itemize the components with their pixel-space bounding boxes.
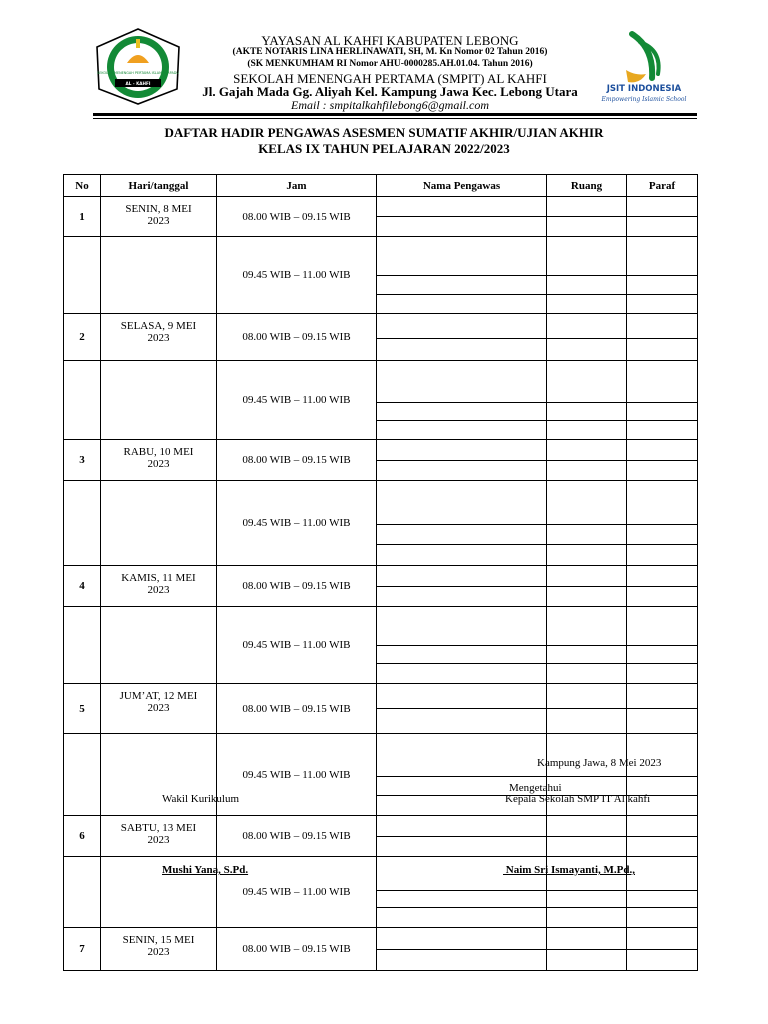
supervisor-cell[interactable] xyxy=(377,950,547,971)
signature-cell[interactable] xyxy=(627,709,698,734)
room-cell[interactable] xyxy=(547,816,627,837)
room-cell[interactable] xyxy=(547,908,627,928)
supervisor-cell[interactable] xyxy=(377,545,547,566)
day-cell-empty xyxy=(101,237,217,314)
room-cell[interactable] xyxy=(547,950,627,971)
attendance-table xyxy=(63,174,698,971)
row-number: 6 xyxy=(64,816,101,857)
supervisor-cell[interactable] xyxy=(377,664,547,684)
signature-cell[interactable] xyxy=(627,950,698,971)
signature-cell[interactable] xyxy=(627,545,698,566)
room-cell[interactable] xyxy=(547,276,627,295)
room-cell[interactable] xyxy=(547,440,627,461)
day-label: SENIN, 8 MEI xyxy=(125,203,192,215)
row-number: 5 xyxy=(64,684,101,734)
day-label: SENIN, 15 MEI xyxy=(122,934,195,946)
day-label: RABU, 10 MEI xyxy=(123,446,194,458)
table-row xyxy=(64,734,698,777)
row-number-empty xyxy=(64,361,101,440)
signature-cell[interactable] xyxy=(627,525,698,545)
day-cell xyxy=(101,440,217,481)
table-row xyxy=(64,237,698,276)
supervisor-cell[interactable] xyxy=(377,295,547,314)
header-room: Ruang xyxy=(547,175,627,197)
session-time: 08.00 WIB – 09.15 WIB xyxy=(217,816,377,857)
session-time: 09.45 WIB – 11.00 WIB xyxy=(217,481,377,566)
signature-cell[interactable] xyxy=(627,857,698,891)
year-label: 2023 xyxy=(147,946,170,958)
foundation-name: YAYASAN AL KAHFI KABUPATEN LEBONG xyxy=(261,33,519,48)
logo-left-text: SEKOLAH MENENGAH PERTAMA ISLAM TERPADU xyxy=(97,71,179,75)
room-cell[interactable] xyxy=(547,928,627,950)
room-cell[interactable] xyxy=(547,197,627,217)
document-title: DAFTAR HADIR PENGAWAS ASESMEN SUMATIF AKHIR/UJIAN AKHIR xyxy=(164,125,604,140)
day-cell xyxy=(101,684,217,734)
signature-cell[interactable] xyxy=(627,276,698,295)
supervisor-cell[interactable] xyxy=(377,197,547,217)
room-cell[interactable] xyxy=(547,217,627,237)
header-signature: Paraf xyxy=(627,175,698,197)
place-date: Kampung Jawa, 8 Mei 2023 xyxy=(537,757,662,769)
signature-cell[interactable] xyxy=(627,587,698,607)
row-number: 3 xyxy=(64,440,101,481)
supervisor-cell[interactable] xyxy=(377,481,547,525)
room-cell[interactable] xyxy=(547,891,627,908)
supervisor-cell[interactable] xyxy=(377,361,547,403)
signature-cell[interactable] xyxy=(627,440,698,461)
table-row xyxy=(64,566,698,587)
supervisor-cell[interactable] xyxy=(377,440,547,461)
signature-cell[interactable] xyxy=(627,566,698,587)
day-cell xyxy=(101,197,217,237)
room-cell[interactable] xyxy=(547,421,627,440)
supervisor-cell[interactable] xyxy=(377,421,547,440)
school-email: Email : smpitalkahfilebong6@gmail.com xyxy=(290,98,490,112)
header-supervisor: Nama Pengawas xyxy=(377,175,547,197)
signature-cell[interactable] xyxy=(627,908,698,928)
day-label: SABTU, 13 MEI xyxy=(120,822,197,834)
supervisor-cell[interactable] xyxy=(377,928,547,950)
letterhead-rule-thick xyxy=(93,113,697,116)
supervisor-cell[interactable] xyxy=(377,646,547,664)
signature-cell[interactable] xyxy=(627,928,698,950)
notary-line: (AKTE NOTARIS LINA HERLINAWATI, SH, M. Kn Nomor 02 Tahun 2016) xyxy=(232,47,548,57)
table-header-row xyxy=(64,175,698,197)
signature-cell[interactable] xyxy=(627,314,698,339)
signature-cell[interactable] xyxy=(627,664,698,684)
year-label: 2023 xyxy=(147,702,170,714)
supervisor-cell[interactable] xyxy=(377,525,547,545)
supervisor-cell[interactable] xyxy=(377,908,547,928)
supervisor-cell[interactable] xyxy=(377,237,547,276)
room-cell[interactable] xyxy=(547,664,627,684)
session-time: 09.45 WIB – 11.00 WIB xyxy=(217,857,377,928)
session-time: 09.45 WIB – 11.00 WIB xyxy=(217,734,377,816)
year-label: 2023 xyxy=(147,215,170,227)
table-row xyxy=(64,361,698,403)
acknowledged-label: Mengetahui xyxy=(509,782,562,794)
signature-cell[interactable] xyxy=(627,339,698,361)
supervisor-cell[interactable] xyxy=(377,684,547,709)
signature-cell[interactable] xyxy=(627,891,698,908)
signature-cell[interactable] xyxy=(627,734,698,777)
supervisor-cell[interactable] xyxy=(377,403,547,421)
supervisor-cell[interactable] xyxy=(377,709,547,734)
decree-line: (SK MENKUMHAM RI Nomor AHU-0000285.AH.01.04. Tahun 2016) xyxy=(247,59,533,69)
session-time: 08.00 WIB – 09.15 WIB xyxy=(217,314,377,361)
session-time: 08.00 WIB – 09.15 WIB xyxy=(217,566,377,607)
room-cell[interactable] xyxy=(547,339,627,361)
signature-cell[interactable] xyxy=(627,646,698,664)
day-cell-empty xyxy=(101,607,217,684)
year-label: 2023 xyxy=(147,458,170,470)
supervisor-cell[interactable] xyxy=(377,339,547,361)
row-number: 4 xyxy=(64,566,101,607)
supervisor-cell[interactable] xyxy=(377,217,547,237)
room-cell[interactable] xyxy=(547,646,627,664)
room-cell[interactable] xyxy=(547,295,627,314)
logo-left-name: AL - KAHFI xyxy=(125,81,151,86)
supervisor-cell[interactable] xyxy=(377,314,547,339)
signature-cell[interactable] xyxy=(627,481,698,525)
row-number-empty xyxy=(64,734,101,816)
supervisor-cell[interactable] xyxy=(377,461,547,481)
table-row xyxy=(64,684,698,709)
signature-cell[interactable] xyxy=(627,816,698,837)
header-time: Jam xyxy=(217,175,377,197)
row-number-empty xyxy=(64,857,101,928)
day-cell-empty xyxy=(101,361,217,440)
supervisor-cell[interactable] xyxy=(377,587,547,607)
room-cell[interactable] xyxy=(547,684,627,709)
header-date: Hari/tanggal xyxy=(101,175,217,197)
right-role: Kepala Sekolah SMP IT Al kahfi xyxy=(505,793,651,805)
row-number: 2 xyxy=(64,314,101,361)
table-row xyxy=(64,481,698,525)
room-cell[interactable] xyxy=(547,566,627,587)
document-subtitle: KELAS IX TAHUN PELAJARAN 2022/2023 xyxy=(258,141,510,156)
room-cell[interactable] xyxy=(547,403,627,421)
row-number: 7 xyxy=(64,928,101,971)
table-row xyxy=(64,928,698,950)
signature-cell[interactable] xyxy=(627,295,698,314)
day-label: KAMIS, 11 MEI xyxy=(121,572,196,584)
right-signatory: Naim Sri Ismayanti, M.Pd., xyxy=(503,864,635,876)
room-cell[interactable] xyxy=(547,481,627,525)
table-row xyxy=(64,314,698,339)
room-cell[interactable] xyxy=(547,607,627,646)
signature-cell[interactable] xyxy=(627,361,698,403)
day-cell xyxy=(101,566,217,607)
table-row xyxy=(64,197,698,217)
table-row xyxy=(64,607,698,646)
day-cell xyxy=(101,816,217,857)
room-cell[interactable] xyxy=(547,237,627,276)
room-cell[interactable] xyxy=(547,734,627,777)
signature-cell[interactable] xyxy=(627,197,698,217)
letterhead-rule-thin xyxy=(93,118,697,119)
room-cell[interactable] xyxy=(547,525,627,545)
supervisor-cell[interactable] xyxy=(377,816,547,837)
signature-cell[interactable] xyxy=(627,217,698,237)
year-label: 2023 xyxy=(147,332,170,344)
signature-cell[interactable] xyxy=(627,461,698,481)
room-cell[interactable] xyxy=(547,837,627,857)
room-cell[interactable] xyxy=(547,361,627,403)
supervisor-cell[interactable] xyxy=(377,891,547,908)
day-cell-empty xyxy=(101,481,217,566)
session-time: 08.00 WIB – 09.15 WIB xyxy=(217,440,377,481)
supervisor-cell[interactable] xyxy=(377,837,547,857)
signature-cell[interactable] xyxy=(627,684,698,709)
year-label: 2023 xyxy=(147,584,170,596)
signature-cell[interactable] xyxy=(627,607,698,646)
room-cell[interactable] xyxy=(547,545,627,566)
supervisor-cell[interactable] xyxy=(377,276,547,295)
jsit-logo xyxy=(596,30,692,105)
header-no: No xyxy=(64,175,101,197)
day-cell xyxy=(101,928,217,971)
supervisor-cell[interactable] xyxy=(377,566,547,587)
year-label: 2023 xyxy=(147,834,170,846)
row-number: 1 xyxy=(64,197,101,237)
session-time: 08.00 WIB – 09.15 WIB xyxy=(217,928,377,971)
school-name: SEKOLAH MENENGAH PERTAMA (SMPIT) AL KAHFI xyxy=(233,71,547,86)
supervisor-cell[interactable] xyxy=(377,734,547,777)
signature-cell[interactable] xyxy=(627,403,698,421)
session-time: 09.45 WIB – 11.00 WIB xyxy=(217,237,377,314)
room-cell[interactable] xyxy=(547,314,627,339)
school-logo xyxy=(93,27,183,105)
day-label: SELASA, 9 MEI xyxy=(120,320,197,332)
room-cell[interactable] xyxy=(547,461,627,481)
row-number-empty xyxy=(64,481,101,566)
left-signatory: Mushi Yana, S.Pd. xyxy=(162,864,249,876)
session-time: 08.00 WIB – 09.15 WIB xyxy=(217,197,377,237)
signature-cell[interactable] xyxy=(627,237,698,276)
session-time: 09.45 WIB – 11.00 WIB xyxy=(217,361,377,440)
signature-cell[interactable] xyxy=(627,837,698,857)
table-row xyxy=(64,816,698,837)
school-address: Jl. Gajah Mada Gg. Aliyah Kel. Kampung Jawa Kec. Lebong Utara xyxy=(202,84,578,99)
room-cell[interactable] xyxy=(547,709,627,734)
logo-right-name: JSIT INDONESIA xyxy=(606,84,682,94)
logo-right-tagline: Empowering Islamic School xyxy=(601,96,687,103)
left-role: Wakil Kurikulum xyxy=(162,793,240,805)
row-number-empty xyxy=(64,237,101,314)
supervisor-cell[interactable] xyxy=(377,607,547,646)
room-cell[interactable] xyxy=(547,587,627,607)
day-label: JUM’AT, 12 MEI xyxy=(119,690,198,702)
signature-cell[interactable] xyxy=(627,421,698,440)
session-time: 09.45 WIB – 11.00 WIB xyxy=(217,607,377,684)
session-time: 08.00 WIB – 09.15 WIB xyxy=(217,684,377,734)
day-cell xyxy=(101,314,217,361)
table-row xyxy=(64,440,698,461)
row-number-empty xyxy=(64,607,101,684)
